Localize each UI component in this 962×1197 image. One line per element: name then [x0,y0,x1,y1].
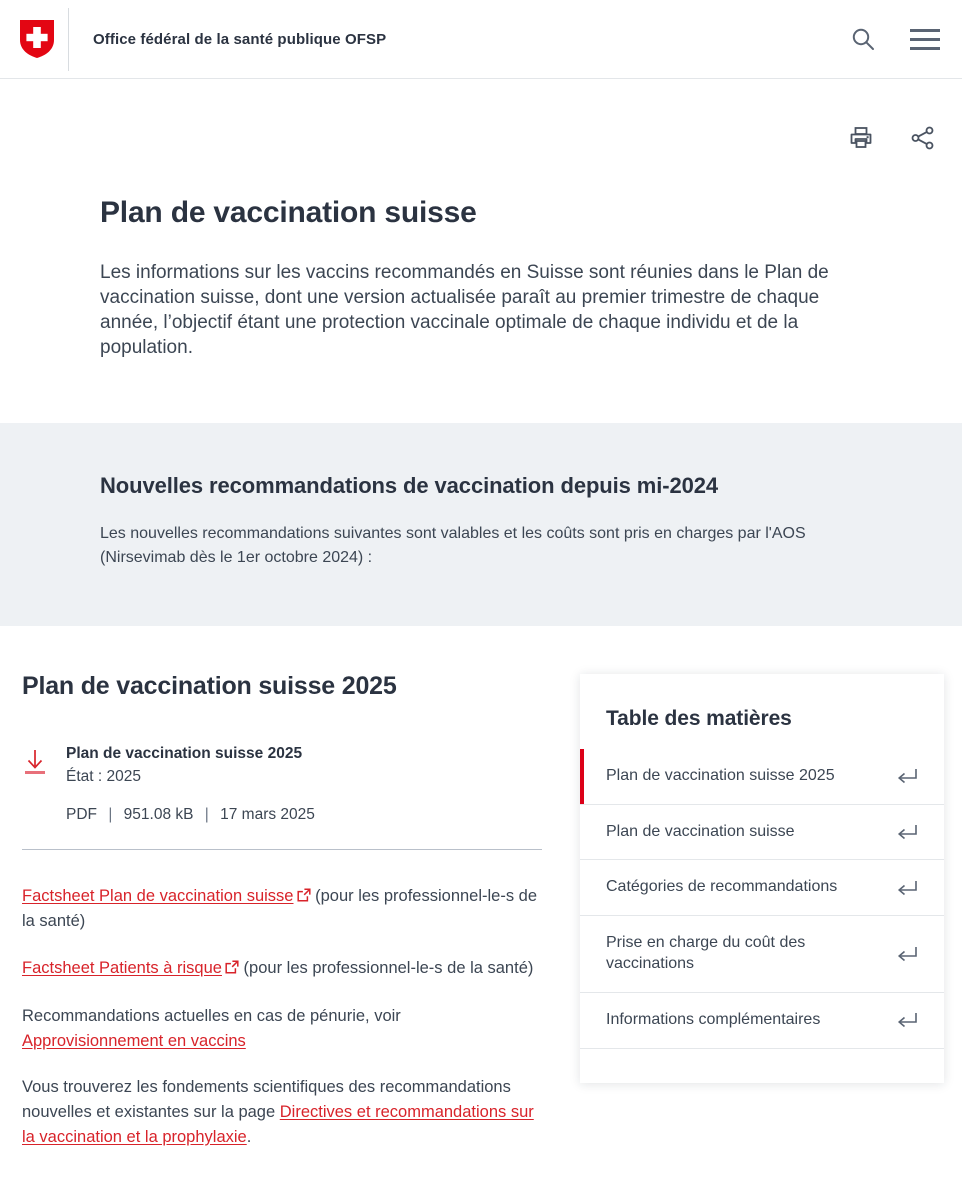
scientific-basis-period: . [246,1127,252,1146]
brand[interactable] [0,0,386,78]
site-header [0,0,962,79]
return-arrow-icon [896,879,918,897]
toc-item-label: Plan de vaccination suisse [606,822,795,840]
return-arrow-icon [896,823,918,841]
meta-separator-2: | [204,805,209,823]
toc-title: Table des matières [606,706,792,730]
toc-item-additional-info[interactable] [580,993,944,1049]
guidelines-recommendations-link[interactable]: Directives et recommandations sur la vaccination et la prophylaxie [22,1103,534,1146]
brand-name: Office fédéral de la santé publique OFSP [93,30,387,48]
toc-item-plan-suisse[interactable] [580,805,944,861]
vaccine-supply-link[interactable]: Approvisionnement en vaccins [22,1031,246,1050]
download-meta [66,806,542,824]
header-actions [846,0,944,78]
search-icon[interactable] [846,22,880,56]
factsheet-paragraph-1 [22,884,542,935]
toc-item-cost-coverage[interactable] [580,916,944,993]
swiss-federal-shield-icon[interactable] [0,20,68,58]
band-paragraph: Les nouvelles recommandations suivantes sont valables et les coûts sont pris en charges par l'AOS (Nirsevimab dès le 1er octobre 2024) : [100,524,806,566]
toc-item-plan-2025[interactable] [580,749,944,805]
scientific-basis-paragraph [22,1075,542,1149]
download-size: 951.08 kB [123,805,194,823]
toc-item-label: Plan de vaccination suisse 2025 [606,766,835,784]
page-tools [0,79,962,163]
intro-section [0,163,962,423]
sidebar-column [580,672,944,1083]
toc-item-label: Informations complémentaires [606,1010,821,1028]
toc-item-label: Prise en charge du coût des vaccinations [606,934,806,973]
main-column [22,672,542,1150]
return-arrow-icon [896,945,918,963]
factsheet-risk-patients-link[interactable]: Factsheet Patients à risque [22,959,222,978]
table-of-contents-card [580,674,944,1083]
download-details [66,743,542,824]
hamburger-bars [910,29,940,50]
return-arrow-icon [896,1011,918,1029]
shortage-text: Recommandations actuelles en cas de pénurie, voir [22,1006,401,1025]
download-arrow-icon [22,743,48,781]
shortage-paragraph [22,1004,542,1054]
brand-divider [68,8,69,71]
download-date: 17 mars 2025 [220,805,315,823]
download-state: État : 2025 [66,768,141,786]
external-link-icon [225,957,239,982]
divider [22,849,542,850]
band-heading: Nouvelles recommandations de vaccination depuis mi-2024 [100,472,719,498]
intro-lead-paragraph: Les informations sur les vaccins recommandés en Suisse sont réunies dans le Plan de vaccination suisse, dont une version actualisée paraît au premier trimestre de chaque année, l’objectif étant une protection vaccinale optimale de chaque individu et de la population. [100,262,829,359]
scientific-basis-text: Vous trouverez les fondements scientifiques des recommandations nouvelles et existantes sur la page [22,1078,511,1122]
toc-item-label: Catégories de recommandations [606,878,838,896]
factsheet-paragraph-2 [22,956,542,982]
factsheet-note-1: (pour les professionnel-le-s de la santé) [22,886,538,931]
return-arrow-icon [896,767,918,785]
section-title: Plan de vaccination suisse 2025 [22,671,397,700]
page-title: Plan de vaccination suisse [100,196,477,229]
new-recommendations-band [0,423,962,626]
download-item[interactable] [22,743,542,824]
content-area [0,626,962,1190]
download-format: PDF [66,805,97,823]
share-icon[interactable] [906,121,940,155]
meta-separator-1: | [108,805,113,823]
external-link-icon [297,885,311,910]
factsheet-note-2: (pour les professionnel-le-s de la santé) [243,959,534,978]
toc-list [580,749,944,1049]
printer-icon[interactable] [844,121,878,155]
factsheet-vaccination-plan-link[interactable]: Factsheet Plan de vaccination suisse [22,886,294,905]
download-title: Plan de vaccination suisse 2025 [66,744,303,762]
toc-item-categories[interactable] [580,860,944,916]
hamburger-menu-icon[interactable] [906,25,944,54]
